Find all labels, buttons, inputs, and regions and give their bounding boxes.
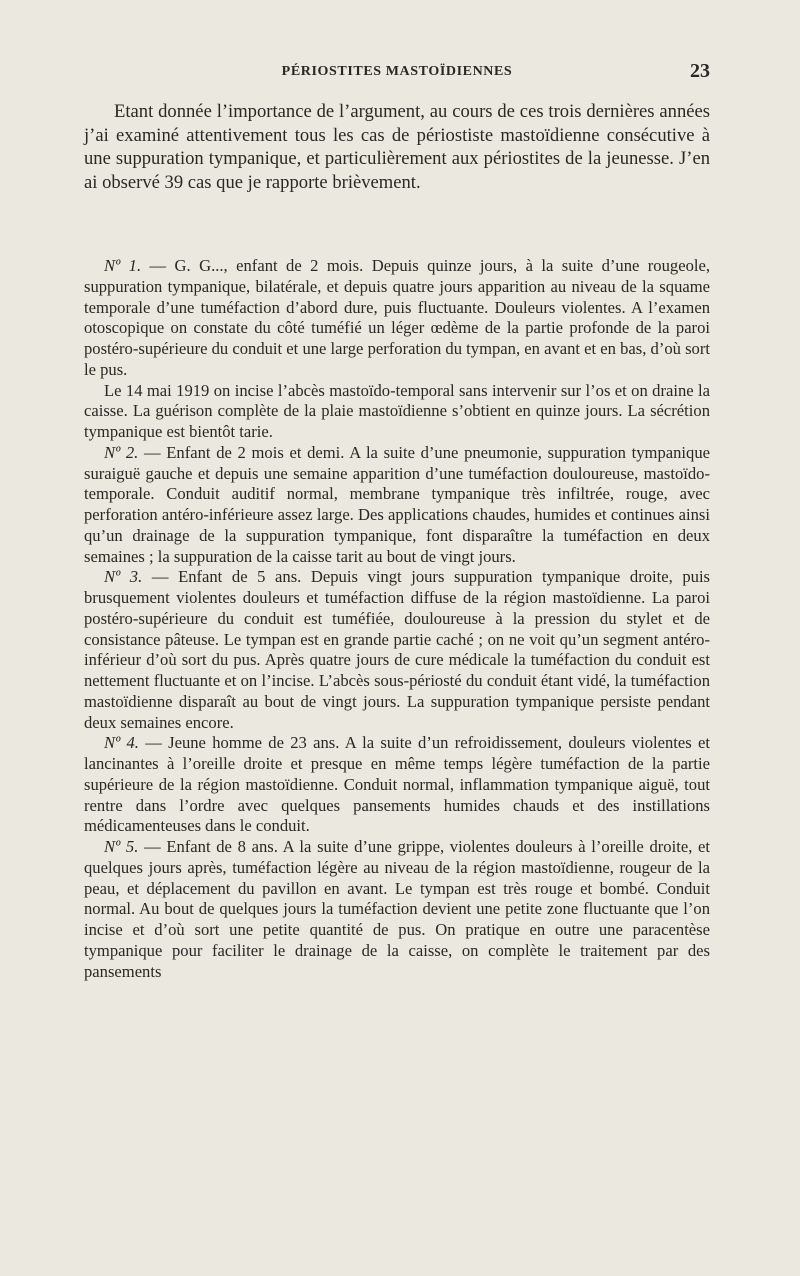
running-title: PÉRIOSTITES MASTOÏDIENNES xyxy=(281,64,513,79)
case-paragraph xyxy=(84,837,710,982)
case-text: — Jeune homme de 23 ans. A la suite d’un refroidissement, douleurs violentes et lancinantes à l’oreille droite et presque en même temps légère tuméfaction de la partie supérieure de la région mastoïdienne. Conduit normal, inflammation tympanique aiguë, tout rentre dans l’ordre avec quelques pansements humides chauds et des instillations médicamenteuses dans le conduit. xyxy=(84,733,710,836)
case-paragraph xyxy=(84,443,710,568)
case-number: Nº 3. xyxy=(104,567,143,587)
case-paragraph xyxy=(84,567,710,733)
case-paragraph xyxy=(84,381,710,443)
case-text: — Enfant de 2 mois et demi. A la suite d’une pneumonie, suppuration tympanique suraiguë gauche et depuis une semaine apparition d’une tuméfaction douloureuse, mastoïdo-temporale. Conduit auditif normal, membrane tympanique très infiltrée, rouge, avec perforation antéro-inférieure assez large. Des applications chaudes, humides et continues ainsi qu’un drainage de la suppuration tympanique, font disparaître la tuméfaction en deux semaines ; la suppuration de la caisse tarit au bout de vingt jours. xyxy=(84,442,710,566)
case-number: Nº 4. xyxy=(104,733,139,753)
case-text: — Enfant de 8 ans. A la suite d’une grippe, violentes douleurs à l’oreille droite, et quelques jours après, tuméfaction légère au niveau de la région mastoïdienne, rougeur de la peau, et déplacement du pavillon en avant. Le tympan est très rouge et bombé. Conduit normal. Au bout de quelques jours la tuméfaction devient une petite zone fluctuante que l’on incise et d’où sort une petite quantité de pus. On pratique en outre une paracentèse tympanique pour faciliter le drainage de la caisse, on complète le traitement par des pansements xyxy=(84,837,711,981)
case-number: Nº 1. xyxy=(104,256,142,275)
page-header xyxy=(84,62,710,84)
case-text: — Enfant de 5 ans. Depuis vingt jours suppuration tympanique droite, puis brusquement violentes douleurs et tuméfaction diffuse de la région mastoïdienne. La paroi postéro-supérieure du conduit est tuméfiée, douloureuse à la pression du stylet et de consistance pâteuse. Le tympan est en grande partie caché ; on ne voit qu’un segment antéro-inférieur d’où sort du pus. Après quatre jours de cure médicale la tuméfaction du conduit est nettement fluctuante et on l’incise. L’abcès sous-périosté du conduit étant vidé, la tuméfaction mastoïdienne disparaît au bout de vingt jours. La suppuration tympanique persiste pendant deux semaines encore. xyxy=(84,567,711,732)
case-number: Nº 5. xyxy=(104,837,139,856)
case-number: Nº 2. xyxy=(104,442,139,462)
case-paragraph xyxy=(84,733,710,837)
case-text: Le 14 mai 1919 on incise l’abcès mastoïdo-temporal sans intervenir sur l’os et on draine la caisse. La guérison complète de la plaie mastoïdienne s’obtient en quinze jours. La sécrétion tympanique est bientôt tarie. xyxy=(84,380,710,441)
case-list xyxy=(84,256,710,982)
intro-paragraph: Etant donnée l’importance de l’argument, au cours de ces trois dernières années j’ai examiné attentivement tous les cas de périostiste mastoïdienne consécutive à une suppuration tympanique, et particulièrement aux périostites de la jeunesse. J’en ai observé 39 cas que je rapporte brièvement. xyxy=(84,101,710,193)
page-number: 23 xyxy=(690,60,710,82)
case-paragraph xyxy=(84,256,710,381)
case-text: — G. G..., enfant de 2 mois. Depuis quinze jours, à la suite d’une rougeole, suppuration tympanique, bilatérale, et depuis quatre jours apparition au niveau de la squame temporale d’une tuméfaction d’abord dure, puis fluctuante. Douleurs violentes. A l’examen otoscopique on constate du côté tuméfié un léger œdème de la partie profonde de la paroi postéro-supérieure du conduit et une large perforation du tympan, en avant et en bas, d’où sort le pus. xyxy=(84,256,710,379)
